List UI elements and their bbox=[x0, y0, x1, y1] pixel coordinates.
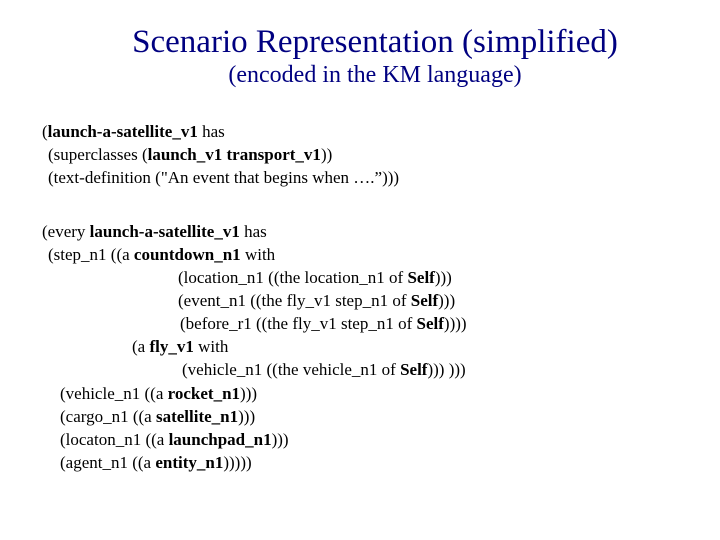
code-term: entity_n1 bbox=[155, 453, 224, 472]
code-line bbox=[182, 360, 466, 380]
code-text: ))) bbox=[240, 384, 258, 403]
code-text: (event_n1 ((the fly_v1 step_n1 of bbox=[178, 291, 411, 310]
code-text: ))) bbox=[438, 291, 456, 310]
code-line bbox=[48, 168, 399, 188]
code-line bbox=[60, 384, 257, 404]
code-term: launch-a-satellite_v1 bbox=[47, 122, 198, 141]
code-text: ))) bbox=[434, 268, 452, 287]
code-text: ( bbox=[42, 122, 48, 141]
code-text: (cargo_n1 ((a bbox=[60, 407, 156, 426]
code-term: satellite_n1 bbox=[155, 407, 239, 426]
code-text: )))) bbox=[443, 314, 467, 333]
code-term: rocket_n1 bbox=[167, 384, 241, 403]
code-text: has bbox=[239, 222, 267, 241]
code-text: (vehicle_n1 ((a bbox=[60, 384, 168, 403]
code-line bbox=[42, 122, 225, 142]
code-term: countdown_n1 bbox=[133, 245, 241, 264]
code-term: launch_v1 transport_v1 bbox=[147, 145, 321, 164]
code-text: with bbox=[240, 245, 276, 264]
code-line bbox=[42, 222, 267, 242]
code-text: (location_n1 ((the location_n1 of bbox=[178, 268, 408, 287]
code-term: launch-a-satellite_v1 bbox=[89, 222, 240, 241]
code-term: Self bbox=[416, 314, 444, 333]
code-line bbox=[178, 268, 452, 288]
code-text: ))) ))) bbox=[427, 360, 466, 379]
code-text: (vehicle_n1 ((the vehicle_n1 of bbox=[182, 360, 401, 379]
code-text: )) bbox=[320, 145, 333, 164]
code-term: Self bbox=[410, 291, 439, 310]
slide-subtitle: (encoded in the KM language) bbox=[228, 62, 522, 88]
code-text: (step_n1 ((a bbox=[48, 245, 134, 264]
code-text: ))))) bbox=[223, 453, 252, 472]
code-text: (text-definition ("An event that begins when ….”))) bbox=[48, 168, 400, 187]
code-text: ))) bbox=[271, 430, 289, 449]
code-line bbox=[178, 291, 455, 311]
code-text: (before_r1 ((the fly_v1 step_n1 of bbox=[180, 314, 417, 333]
code-term: launchpad_n1 bbox=[168, 430, 272, 449]
code-line bbox=[180, 314, 467, 334]
code-line bbox=[60, 453, 252, 473]
code-term: Self bbox=[407, 268, 435, 287]
code-term: fly_v1 bbox=[149, 337, 194, 356]
code-text: ))) bbox=[238, 407, 256, 426]
code-text: (superclasses ( bbox=[48, 145, 148, 164]
code-text: (locaton_n1 ((a bbox=[60, 430, 169, 449]
code-text: (a bbox=[132, 337, 150, 356]
slide-title: Scenario Representation (simplified) bbox=[132, 24, 618, 60]
code-line bbox=[48, 145, 332, 165]
code-term: Self bbox=[400, 360, 428, 379]
code-line bbox=[60, 407, 255, 427]
code-text: has bbox=[197, 122, 225, 141]
code-line bbox=[132, 337, 228, 357]
code-text: with bbox=[193, 337, 229, 356]
code-line bbox=[48, 245, 275, 265]
code-text: (every bbox=[42, 222, 90, 241]
code-line bbox=[60, 430, 289, 450]
code-text: (agent_n1 ((a bbox=[60, 453, 156, 472]
